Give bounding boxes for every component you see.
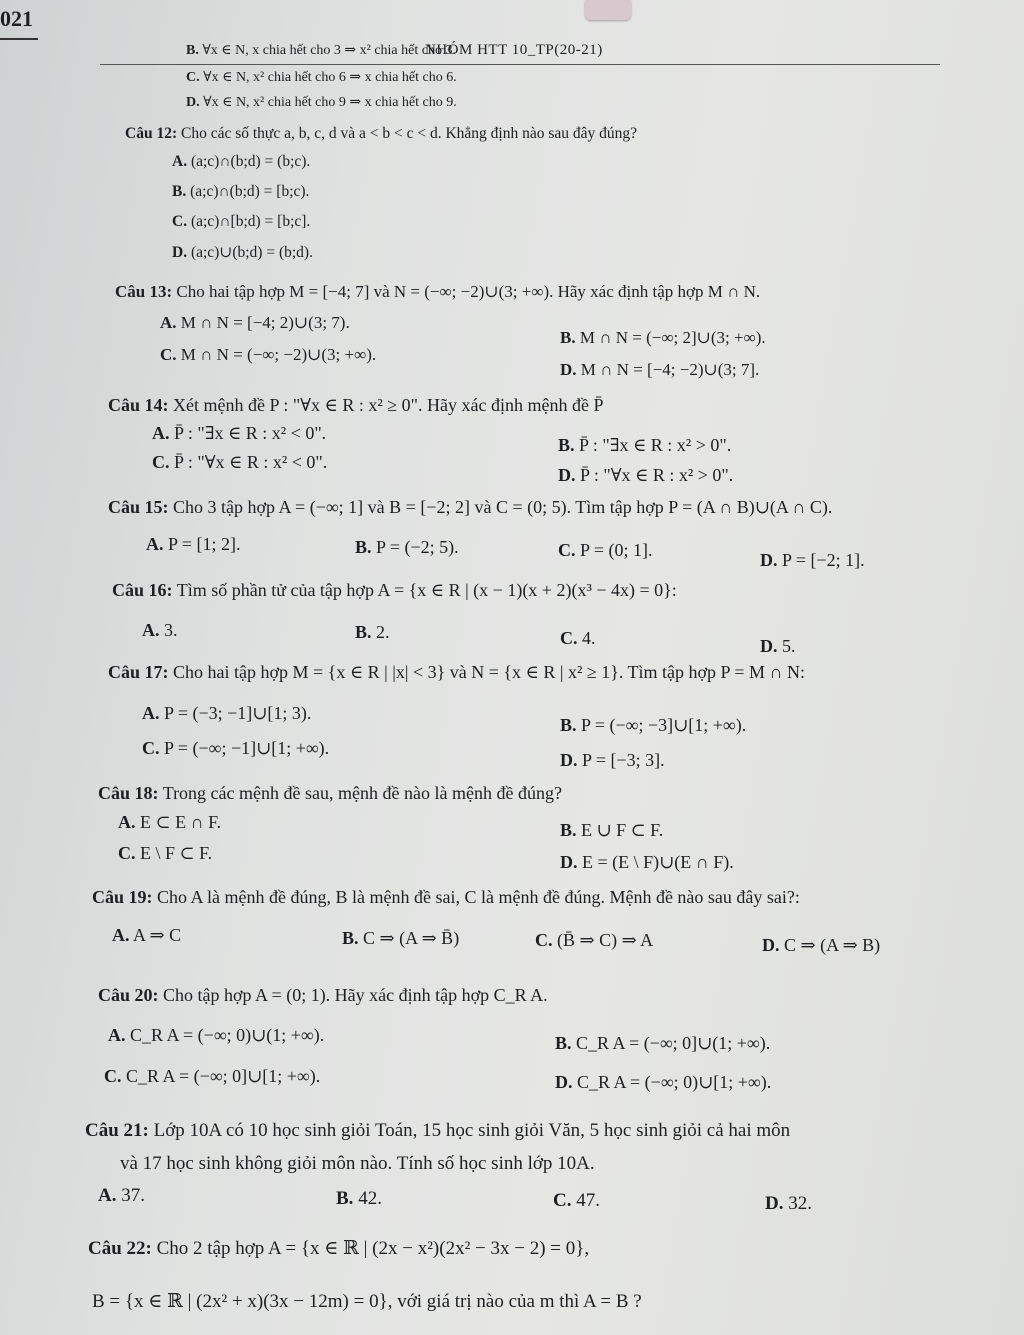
question-21-stem-continued: và 17 học sinh không giỏi môn nào. Tính số học sinh lớp 10A. — [120, 1153, 595, 1174]
question-21-option-b: B. 42. — [336, 1188, 382, 1209]
question-19-option-d: D. C ⇒ (A ⇒ B) — [762, 935, 881, 955]
question-13-option-b: B. M ∩ N = (−∞; 2]∪(3; +∞). — [560, 328, 766, 347]
question-19-option-b: B. C ⇒ (A ⇒ B̄) — [342, 928, 460, 948]
question-13-option-a: A. M ∩ N = [−4; 2)∪(3; 7). — [160, 313, 350, 332]
question-21-option-c: C. 47. — [553, 1190, 600, 1211]
question-17-option-c: C. P = (−∞; −1]∪[1; +∞). — [142, 738, 330, 758]
question-15-option-d: D. P = [−2; 1]. — [760, 550, 865, 570]
question-21-option-d: D. 32. — [765, 1193, 812, 1214]
question-20-option-b: B. C_R A = (−∞; 0]∪(1; +∞). — [555, 1033, 771, 1053]
question-16-stem: Câu 16: Tìm số phần tử của tập hợp A = {x ∈ R | (x − 1)(x + 2)(x³ − 4x) = 0}: — [112, 580, 677, 600]
question-14-option-d: D. P̄ : "∀x ∈ R : x² > 0". — [558, 465, 734, 485]
question-14-option-a: A. P̄ : "∃x ∈ R : x² < 0". — [152, 423, 327, 443]
question-13-option-d: D. M ∩ N = [−4; −2)∪(3; 7]. — [560, 360, 760, 379]
question-18-stem: Câu 18: Trong các mệnh đề sau, mệnh đề nào là mệnh đề đúng? — [98, 783, 562, 803]
carry-option-b: B. ∀x ∈ N, x chia hết cho 3 ⇒ x² chia hết cho 3. — [186, 43, 456, 58]
question-19-option-a: A. A ⇒ C — [112, 925, 182, 945]
question-15-option-b: B. P = (−2; 5). — [355, 537, 459, 557]
question-20-option-a: A. C_R A = (−∞; 0)∪(1; +∞). — [108, 1025, 325, 1045]
page-number: 021 — [0, 6, 33, 31]
question-12-option-d: D. (a;c)∪(b;d) = (b;d). — [172, 244, 313, 261]
question-12-option-b: B. (a;c)∩(b;d) = [b;c). — [172, 183, 310, 200]
header-rule — [100, 64, 940, 65]
question-14-stem: Câu 14: Xét mệnh đề P : "∀x ∈ R : x² ≥ 0". Hãy xác định mệnh đề P̄ — [108, 395, 604, 415]
question-12-option-c: C. (a;c)∩[b;d) = [b;c]. — [172, 213, 311, 230]
question-15-stem: Câu 15: Cho 3 tập hợp A = (−∞; 1] và B = [−2; 2] và C = (0; 5). Tìm tập hợp P = (A ∩ B)∪(A ∩ C). — [108, 497, 833, 517]
question-17-option-b: B. P = (−∞; −3]∪[1; +∞). — [560, 715, 747, 735]
question-19-option-c: C. (B̄ ⇒ C) ⇒ A — [535, 930, 654, 950]
question-17-option-d: D. P = [−3; 3]. — [560, 750, 665, 770]
question-12-option-a: A. (a;c)∩(b;d) = (b;c). — [172, 153, 311, 170]
question-15-option-c: C. P = (0; 1]. — [558, 540, 653, 560]
question-22-stem: Câu 22: Cho 2 tập hợp A = {x ∈ ℝ | (2x − x²)(2x² − 3x − 2) = 0}, — [88, 1238, 590, 1259]
question-18-option-b: B. E ∪ F ⊂ F. — [560, 820, 664, 840]
question-20-stem: Câu 20: Cho tập hợp A = (0; 1). Hãy xác định tập hợp C_R A. — [98, 985, 548, 1005]
question-22-stem-continued: B = {x ∈ ℝ | (2x² + x)(3x − 12m) = 0}, với giá trị nào của m thì A = B ? — [92, 1291, 642, 1312]
question-16-option-d: D. 5. — [760, 636, 796, 656]
question-14-option-c: C. P̄ : "∀x ∈ R : x² < 0". — [152, 452, 328, 472]
carry-option-c: C. ∀x ∈ N, x² chia hết cho 6 ⇒ x chia hết cho 6. — [186, 70, 457, 85]
question-18-option-d: D. E = (E \ F)∪(E ∩ F). — [560, 852, 734, 872]
question-16-option-c: C. 4. — [560, 628, 596, 648]
question-13-stem: Câu 13: Cho hai tập hợp M = [−4; 7] và N = (−∞; −2)∪(3; +∞). Hãy xác định tập hợp M ∩ N. — [115, 282, 761, 301]
carry-option-d: D. ∀x ∈ N, x² chia hết cho 9 ⇒ x chia hết cho 9. — [186, 95, 457, 110]
question-18-option-c: C. E \ F ⊂ F. — [118, 843, 213, 863]
question-14-option-b: B. P̄ : "∃x ∈ R : x² > 0". — [558, 435, 732, 455]
page-header: NHÓM HTT 10_TP(20-21) — [425, 42, 603, 58]
question-13-option-c: C. M ∩ N = (−∞; −2)∪(3; +∞). — [160, 345, 377, 364]
question-20-option-d: D. C_R A = (−∞; 0)∪[1; +∞). — [555, 1072, 772, 1092]
question-15-option-a: A. P = [1; 2]. — [146, 534, 241, 554]
question-16-option-b: B. 2. — [355, 622, 390, 642]
binder-clip — [585, 0, 631, 20]
question-21-stem: Câu 21: Lớp 10A có 10 học sinh giỏi Toán, 15 học sinh giỏi Văn, 5 học sinh giỏi cả hai môn — [85, 1120, 791, 1141]
question-17-option-a: A. P = (−3; −1]∪[1; 3). — [142, 703, 312, 723]
question-12-stem: Câu 12: Cho các số thực a, b, c, d và a < b < c < d. Khẳng định nào sau đây đúng? — [125, 125, 638, 142]
question-18-option-a: A. E ⊂ E ∩ F. — [118, 812, 222, 832]
question-17-stem: Câu 17: Cho hai tập hợp M = {x ∈ R | |x| < 3} và N = {x ∈ R | x² ≥ 1}. Tìm tập hợp P = M ∩ N: — [108, 662, 806, 682]
page-number-underline — [0, 38, 38, 40]
question-21-option-a: A. 37. — [98, 1185, 145, 1206]
question-20-option-c: C. C_R A = (−∞; 0]∪[1; +∞). — [104, 1066, 321, 1086]
question-16-option-a: A. 3. — [142, 620, 178, 640]
question-19-stem: Câu 19: Cho A là mệnh đề đúng, B là mệnh đề sai, C là mệnh đề đúng. Mệnh đề nào sau đây sai?: — [92, 887, 800, 907]
